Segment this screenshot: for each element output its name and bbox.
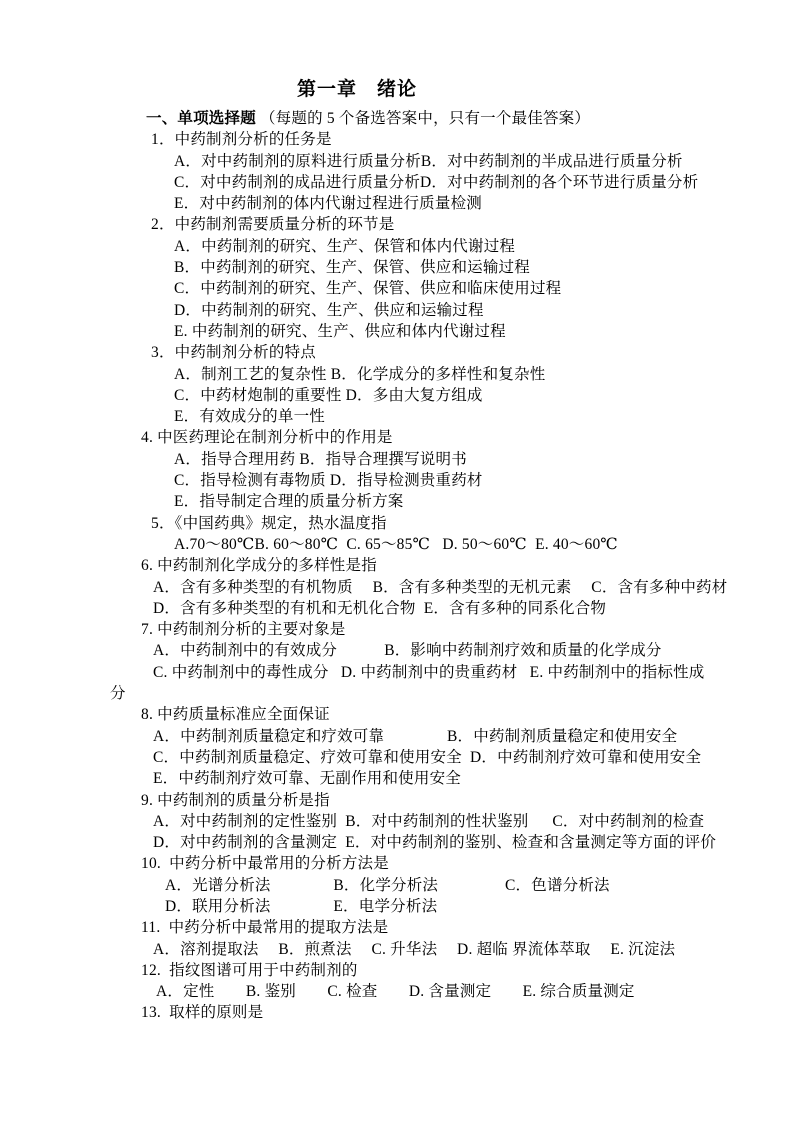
text-block <box>100 76 728 1024</box>
question-2-number: 2． <box>151 216 175 234</box>
question-6-option-line: A．含有多种类型的有机物质 B．含有多种类型的无机元素 C．含有多种中药材 <box>153 578 728 596</box>
question-2-option-line: A．中药制剂的研究、生产、保管和体内代谢过程 <box>174 237 516 255</box>
question-7-wrap-line: 分 <box>110 685 126 703</box>
question-3-number: 3． <box>151 344 175 362</box>
question-11-option-line: A．溶剂提取法 B．煎煮法 C. 升华法 D. 超临 界流体萃取 E. 沉淀法 <box>153 940 676 958</box>
question-8-option-line: A．中药制剂质量稳定和疗效可靠 B．中药制剂质量稳定和使用安全 <box>153 727 678 745</box>
question-9-option-line: A．对中药制剂的定性鉴别 B．对中药制剂的性状鉴别 C．对中药制剂的检查 <box>153 812 705 830</box>
question-1-stem: 中药制剂分析的任务是 <box>174 131 332 149</box>
question-1-option-line: A．对中药制剂的原料进行质量分析B．对中药制剂的半成品进行质量分析 <box>174 152 683 170</box>
question-11-number: 11. <box>141 919 169 937</box>
question-2-stem: 中药制剂需要质量分析的环节是 <box>174 216 395 234</box>
question-8-stem: 中药质量标准应全面保证 <box>157 706 330 724</box>
question-4-option-line: C．指导检测有毒物质 D．指导检测贵重药材 <box>174 472 483 490</box>
section-heading <box>100 108 725 129</box>
question-8 <box>100 704 725 725</box>
question-4-stem: 中医药理论在制剂分析中的作用是 <box>157 429 393 447</box>
question-3-stem: 中药制剂分析的特点 <box>174 344 316 362</box>
question-8-option-line: E．中药制剂疗效可靠、无副作用和使用安全 <box>153 770 461 788</box>
question-2-option-line: D．中药制剂的研究、生产、供应和运输过程 <box>174 301 484 319</box>
question-8-number: 8. <box>141 706 158 724</box>
question-1-option-line: E．对中药制剂的体内代谢过程进行质量检测 <box>174 195 482 213</box>
question-9-number: 9. <box>141 791 158 809</box>
question-9-option-line: D．对中药制剂的含量测定 E．对中药制剂的鉴别、检查和含量测定等方面的评价 <box>153 834 717 852</box>
question-9-stem: 中药制剂的质量分析是指 <box>157 791 330 809</box>
question-12-stem: 指纹图谱可用于中药制剂的 <box>169 961 358 979</box>
question-2-option-line: C．中药制剂的研究、生产、保管、供应和临床使用过程 <box>174 280 562 298</box>
question-3-option-line: E．有效成分的单一性 <box>174 408 325 426</box>
question-2-option-line: B．中药制剂的研究、生产、保管、供应和运输过程 <box>174 259 530 277</box>
question-2-option-line: E. 中药制剂的研究、生产、供应和体内代谢过程 <box>174 322 506 340</box>
question-11 <box>100 917 725 938</box>
question-10-option-line: D．联用分析法 E．电学分析法 <box>165 897 438 915</box>
question-7-number: 7. <box>141 621 158 639</box>
question-5-stem: 《中国药典》规定，热水温度指 <box>174 514 387 532</box>
question-1-number: 1． <box>151 131 175 149</box>
question-4-option-line: E．指导制定合理的质量分析方案 <box>174 493 404 511</box>
question-8-option-line: C．中药制剂质量稳定、疗效可靠和使用安全 D．中药制剂疗效可靠和使用安全 <box>153 748 702 766</box>
question-9 <box>100 790 725 811</box>
section-heading-label: 一、单项选择题 <box>146 110 256 127</box>
question-10-option-line: A．光谱分析法 B．化学分析法 C．色谱分析法 <box>165 876 610 894</box>
question-10-number: 10. <box>141 855 170 873</box>
question-5-option-line: A.70～80℃B. 60～80℃ C. 65～85℃ D. 50～60℃ E. 40～60℃ <box>174 535 618 553</box>
question-7-stem: 中药制剂分析的主要对象是 <box>157 621 346 639</box>
question-6-option-line: D．含有多种类型的有机和无机化合物 E．含有多种的同系化合物 <box>153 599 607 617</box>
question-1-option-line: C．对中药制剂的成品进行质量分析D．对中药制剂的各个环节进行质量分析 <box>174 173 699 191</box>
question-6-stem: 中药制剂化学成分的多样性是指 <box>157 557 377 575</box>
question-13-stem: 取样的原则是 <box>169 1004 264 1022</box>
question-4-option-line: A．指导合理用药 B．指导合理撰写说明书 <box>174 450 467 468</box>
section-heading-note: （每题的 5 个备选答案中，只有一个最佳答案） <box>255 110 591 127</box>
question-13 <box>100 1002 725 1023</box>
question-7-option-line: C. 中药制剂中的毒性成分 D. 中药制剂中的贵重药材 E. 中药制剂中的指标性成 <box>153 663 705 681</box>
question-5 <box>100 513 725 534</box>
question-6-number: 6. <box>141 557 158 575</box>
question-13-number: 13. <box>141 1004 170 1022</box>
question-3 <box>100 342 725 363</box>
page-title: 第一章 绪论 <box>297 79 418 100</box>
question-1 <box>100 129 725 150</box>
question-10-stem: 中药分析中最常用的分析方法是 <box>169 855 389 873</box>
question-3-option-line: A．制剂工艺的复杂性 B．化学成分的多样性和复杂性 <box>174 365 546 383</box>
question-12-number: 12. <box>141 961 170 979</box>
question-4-number: 4. <box>141 429 158 447</box>
question-12 <box>100 960 725 981</box>
question-11-stem: 中药分析中最常用的提取方法是 <box>168 919 389 937</box>
question-4 <box>100 427 725 448</box>
question-2 <box>100 214 725 235</box>
question-12-option-line: A．定性 B. 鉴别 C. 检查 D. 含量测定 E. 综合质量测定 <box>156 983 635 1001</box>
question-7-option-line: A．中药制剂中的有效成分 B．影响中药制剂疗效和质量的化学成分 <box>153 642 662 660</box>
question-7 <box>100 619 725 640</box>
question-6 <box>100 555 725 576</box>
question-10 <box>100 853 725 874</box>
question-3-option-line: C．中药材炮制的重要性 D．多由大复方组成 <box>174 386 483 404</box>
question-5-number: 5． <box>151 514 175 532</box>
